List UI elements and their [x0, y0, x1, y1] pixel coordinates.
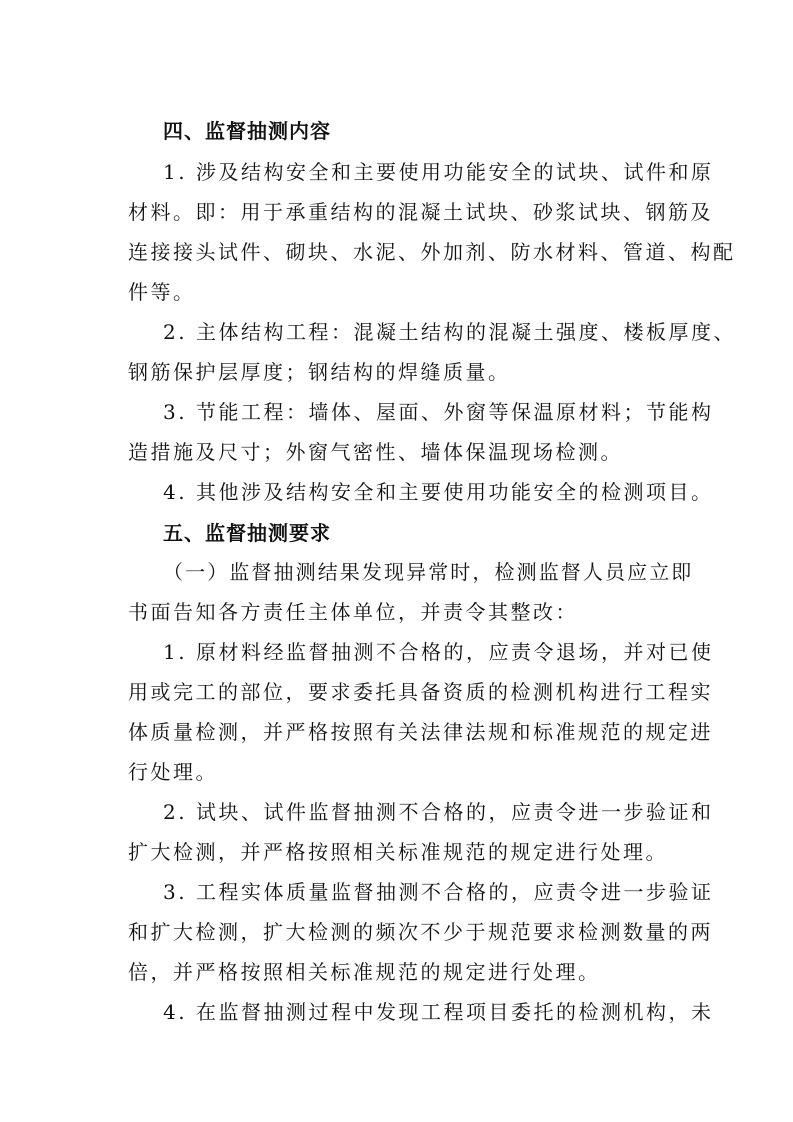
s5-item1-line1: 1. 原材料经监督抽测不合格的，应责令退场，并对已使 — [163, 640, 714, 664]
s4-item1-line4: 件等。 — [128, 280, 196, 304]
s4-item3-line2: 造措施及尺寸；外窗气密性、墙体保温现场检测。 — [128, 440, 623, 464]
s5-sub1-line2: 书面告知各方责任主体单位，并责令其整改： — [128, 600, 578, 624]
s5-item3-line1: 3. 工程实体质量监督抽测不合格的，应责令进一步验证 — [163, 880, 714, 904]
section-4-heading: 四、监督抽测内容 — [163, 119, 331, 143]
s4-item3-line1: 3. 节能工程：墙体、屋面、外窗等保温原材料；节能构 — [163, 400, 714, 424]
s4-item1-line1: 1. 涉及结构安全和主要使用功能安全的试块、试件和原 — [163, 160, 714, 184]
s4-item2-line2: 钢筋保护层厚度；钢结构的焊缝质量。 — [128, 360, 511, 384]
s5-item2-line1: 2. 试块、试件监督抽测不合格的，应责令进一步验证和 — [163, 800, 714, 824]
s5-item1-line3: 体质量检测，并严格按照有关法律法规和标准规范的规定进 — [128, 720, 713, 744]
s5-item2-line2: 扩大检测，并严格按照相关标准规范的规定进行处理。 — [128, 840, 668, 864]
s5-sub1-line1: （一）监督抽测结果发现异常时，检测监督人员应立即 — [163, 560, 694, 584]
s5-item3-line3: 倍，并严格按照相关标准规范的规定进行处理。 — [128, 960, 601, 984]
s5-item1-line2: 用或完工的部位，要求委托具备资质的检测机构进行工程实 — [128, 680, 713, 704]
s5-item3-line2: 和扩大检测，扩大检测的频次不少于规范要求检测数量的两 — [128, 920, 713, 944]
s4-item1-line2: 材料。即：用于承重结构的混凝土试块、砂浆试块、钢筋及 — [128, 200, 713, 224]
s5-item4-line1: 4. 在监督抽测过程中发现工程项目委托的检测机构，未 — [163, 1000, 714, 1024]
s4-item1-line3: 连接接头试件、砌块、水泥、外加剂、防水材料、管道、构配 — [128, 240, 736, 264]
s4-item2-line1: 2. 主体结构工程：混凝土结构的混凝土强度、楼板厚度、 — [163, 320, 736, 344]
s4-item4-line1: 4. 其他涉及结构安全和主要使用功能安全的检测项目。 — [163, 480, 714, 504]
s5-item1-line4: 行处理。 — [128, 760, 218, 784]
section-5-heading: 五、监督抽测要求 — [163, 521, 331, 545]
